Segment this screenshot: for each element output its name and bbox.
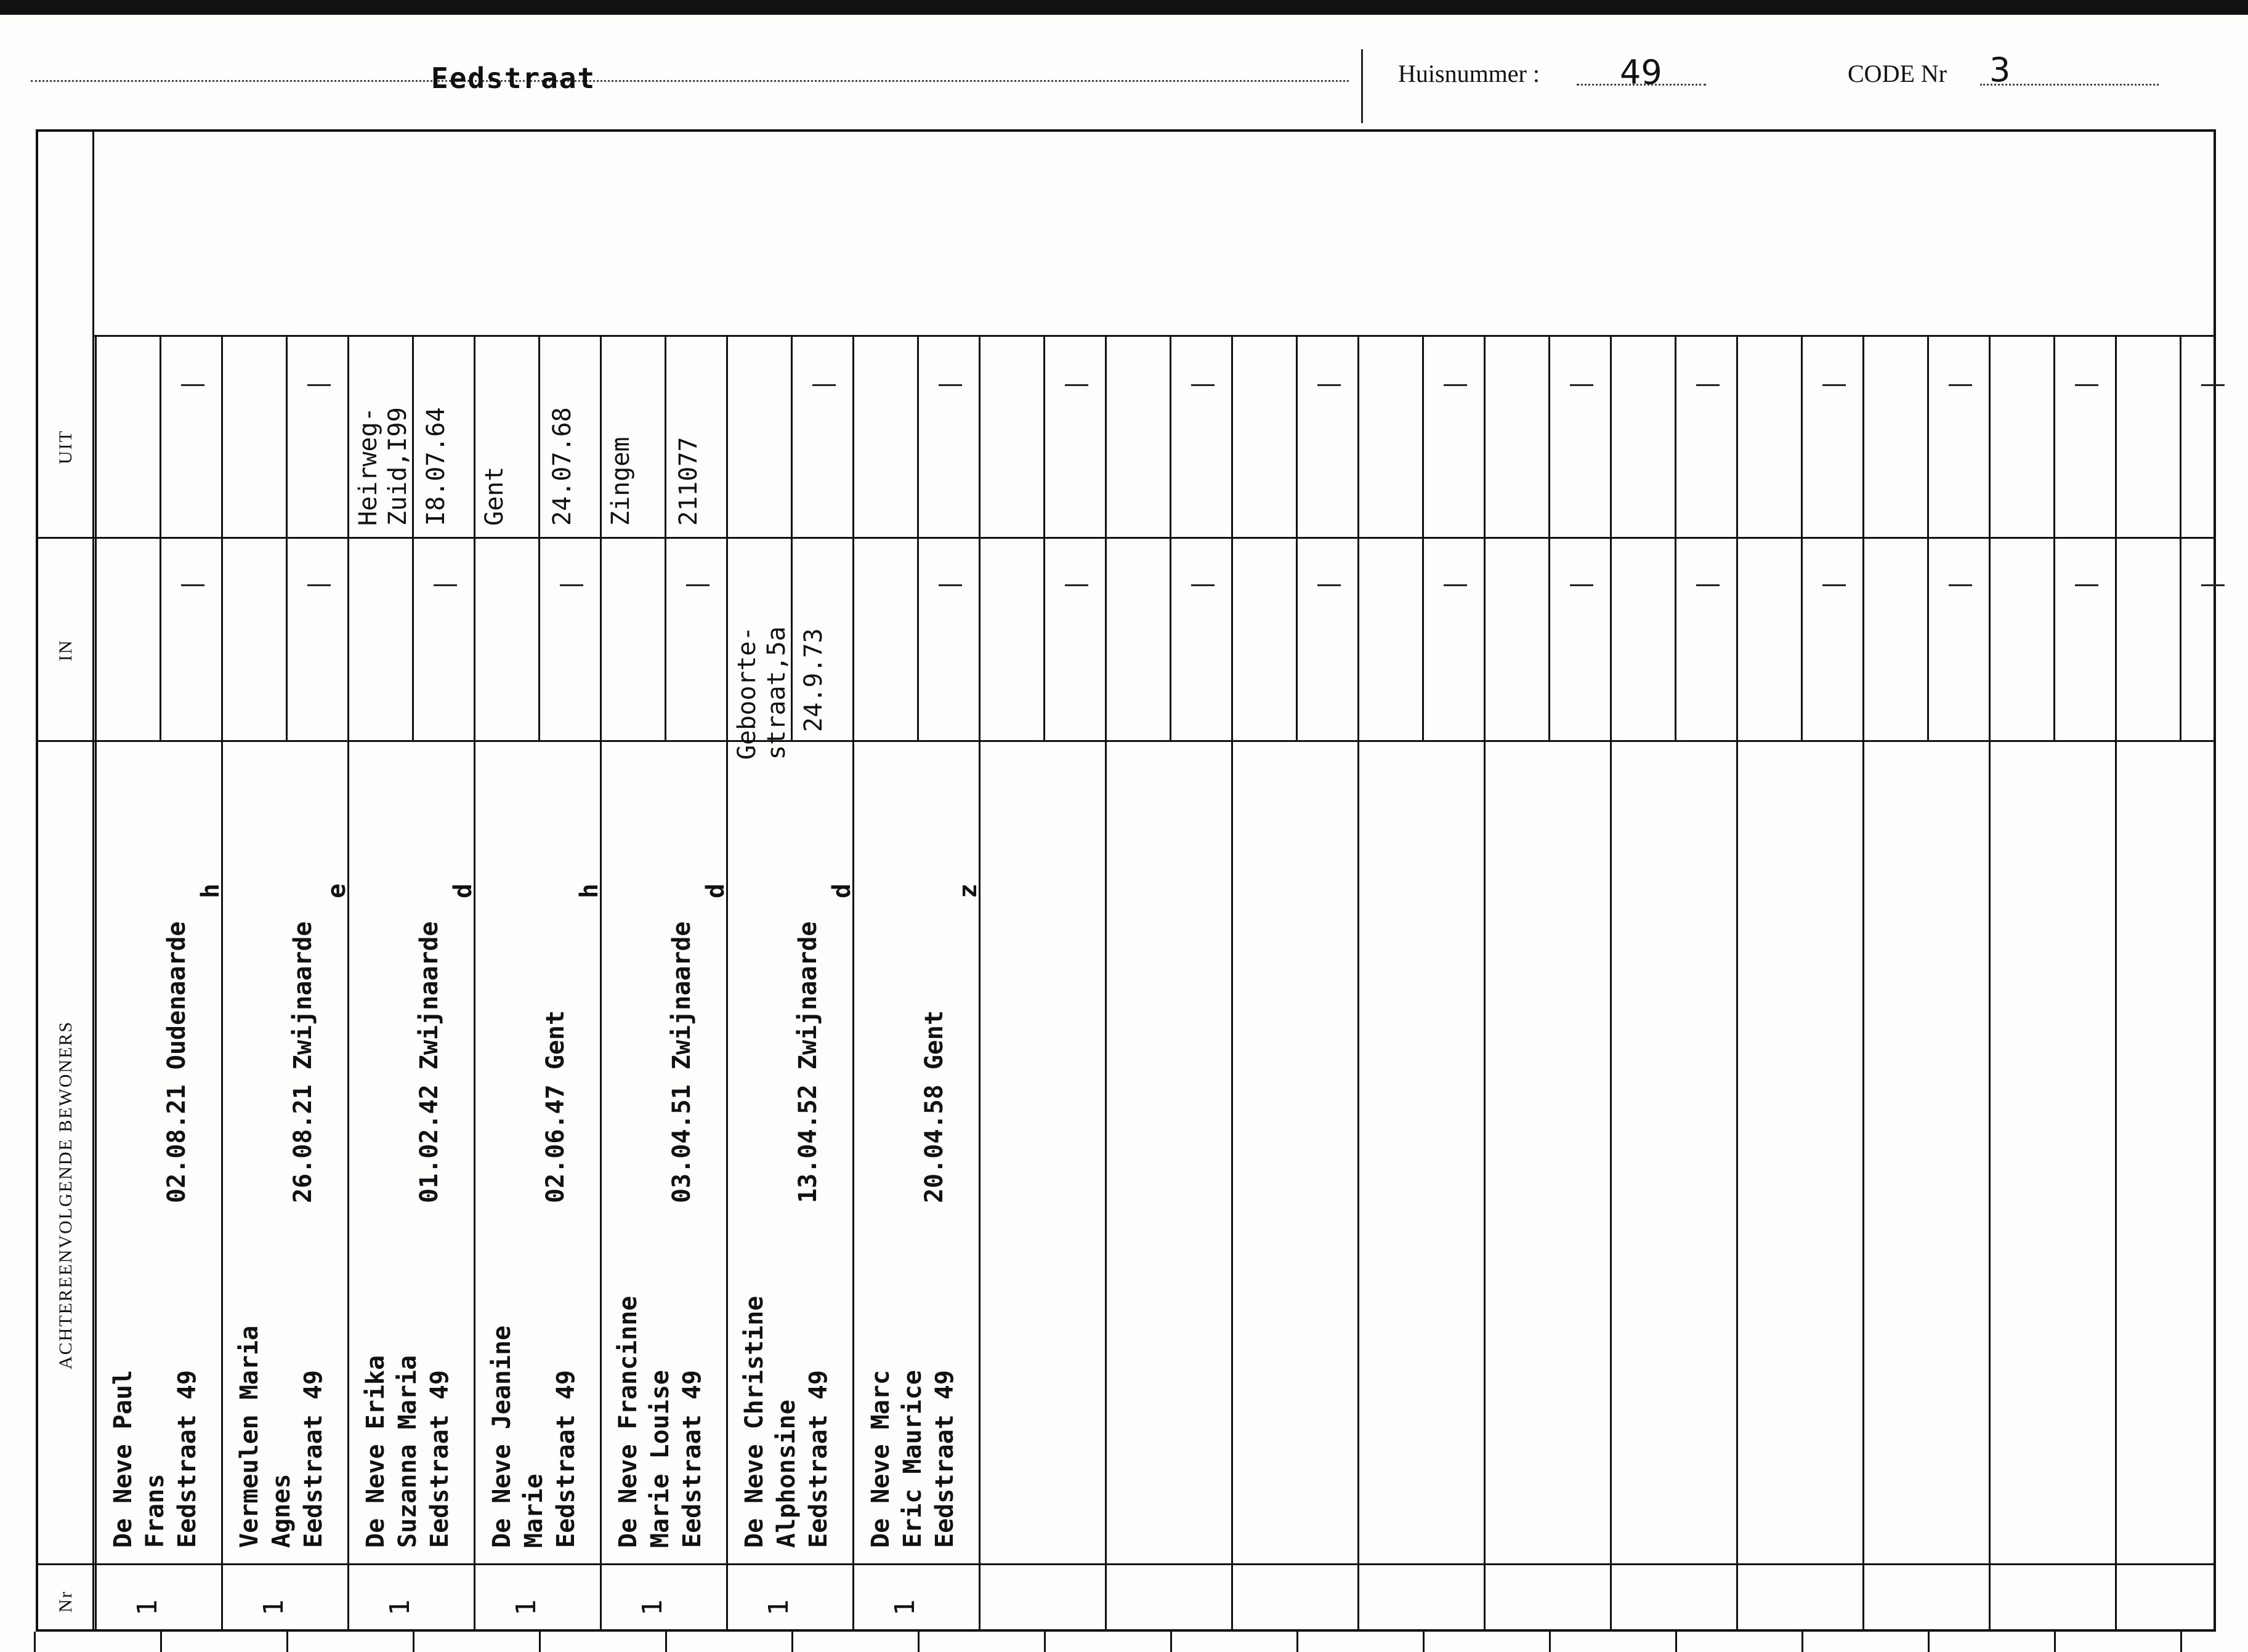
uit-place-line: Zingem [607,437,635,526]
bottom-tick [1296,1632,1298,1652]
in-place-line: Geboorte- [733,626,761,760]
resident-name-line: Eedstraat 49 [804,1370,833,1548]
empty-in-dash [1570,584,1593,586]
empty-in-dash [2075,584,2098,586]
resident-code: e [323,883,351,898]
uit-place [480,467,509,526]
empty-uit-dash [2201,384,2225,386]
resident-code: h [575,883,604,898]
resident-name-line: De Neve Erika [362,1355,390,1548]
resident-name-line: De Neve Christine [740,1295,769,1548]
column-subline [1170,335,1171,740]
resident-name-line: Eedstraat 49 [426,1370,454,1548]
column-line [600,335,602,1629]
column-subline [2180,335,2181,740]
empty-uit-dash [2075,384,2098,386]
empty-in-dash [2201,584,2225,586]
column-line [1989,335,1991,1629]
resident-name-line: Marie [520,1473,548,1548]
street-name: Eedstraat [431,62,596,95]
bottom-tick [1423,1632,1425,1652]
in-top-line [38,537,2214,539]
in-dash [560,584,583,586]
resident-name [612,1296,708,1548]
uit-top-line [92,335,2214,337]
uit-dash [812,384,836,386]
resident-nr: 1 [889,1599,921,1616]
column-subline [1548,335,1550,740]
bottom-tick [1170,1632,1172,1652]
bottom-tick [1675,1632,1677,1652]
bottom-tick [1549,1632,1551,1652]
bottom-tick [160,1632,162,1652]
resident-nr: 1 [637,1599,668,1616]
empty-uit-dash [1191,384,1215,386]
empty-uit-dash [1065,384,1088,386]
resident-nr: 1 [763,1599,794,1616]
resident-name-line: De Neve Marc [867,1370,895,1548]
column-line [852,335,854,1629]
resident-name-line: Eric Maurice [899,1370,927,1548]
in-dash [434,584,457,586]
code-label: CODE Nr [1848,60,1947,87]
uit-label: UIT [55,430,76,464]
resident-code: z [954,883,982,898]
column-subline [1675,335,1676,740]
uit-place [354,407,413,526]
column-subline [917,335,919,740]
bottom-tick [2180,1632,2182,1652]
bottom-tick [2054,1632,2056,1652]
street-dotted-line [31,80,1349,82]
resident-name-line: Eedstraat 49 [931,1370,959,1548]
in-dash [939,584,962,586]
column-line [1610,335,1612,1629]
column-line [1105,335,1107,1629]
resident-code: d [828,883,856,898]
empty-uit-dash [1822,384,1846,386]
bottom-tick [791,1632,793,1652]
uit-dash [939,384,962,386]
residents-top-line [38,740,2214,742]
in-dash [181,584,204,586]
resident-code: h [196,883,225,898]
column-line [221,335,223,1629]
resident-name-line: Eedstraat 49 [299,1370,328,1548]
empty-in-dash [1696,584,1720,586]
resident-birth: 20.04.58 Gent [920,1010,948,1203]
bottom-ticks [0,1632,2248,1652]
bottom-tick [539,1632,541,1652]
resident-nr: 1 [132,1599,163,1616]
uit-place [606,437,636,526]
empty-uit-dash [1317,384,1341,386]
in-dash [686,584,710,586]
resident-code: d [701,883,730,898]
bottom-tick [1801,1632,1803,1652]
empty-uit-dash [1696,384,1720,386]
uit-place-line: Heirweg- [354,407,382,526]
in-place-line: straat,5a [762,626,791,760]
empty-uit-dash [1949,384,1972,386]
in-label: IN [55,639,76,661]
resident-birth: 26.08.21 Zwijnaarde [289,921,317,1203]
bottom-tick [918,1632,920,1652]
resident-name-line: De Neve Jeanine [488,1325,516,1548]
column-line [95,335,97,1629]
uit-place-line: Gent [480,466,509,526]
empty-in-dash [1444,584,1467,586]
house-number-label: Huisnummer : [1398,60,1540,87]
column-line [1484,335,1486,1629]
resident-birth: 01.02.42 Zwijnaarde [415,921,443,1203]
in-date: 24.9.73 [799,628,828,732]
resident-name-line: Marie Louise [646,1370,674,1548]
resident-name-line: De Neve Paul [109,1370,137,1548]
column-line [979,335,980,1629]
uit-place-line: Zuid,I99 [384,407,412,526]
in-dash [307,584,331,586]
empty-in-dash [1822,584,1846,586]
column-subline [2053,335,2055,740]
column-subline [1422,335,1424,740]
nr-top-line [38,1563,2214,1565]
resident-birth: 03.04.51 Zwijnaarde [668,921,696,1203]
uit-dash [307,384,331,386]
residents-label: ACHTEREENVOLGENDE BEWONERS [55,1020,76,1369]
resident-nr: 1 [384,1599,416,1616]
bottom-tick [413,1632,414,1652]
column-subline [412,335,414,740]
column-line [1357,335,1359,1629]
resident-name-line: Suzanna Maria [394,1355,422,1548]
bottom-tick [1928,1632,1930,1652]
column-line [726,335,728,1629]
bottom-tick [1044,1632,1046,1652]
resident-name-line: Vermeulen Maria [235,1325,264,1548]
resident-name-line: Eedstraat 49 [678,1370,706,1548]
empty-uit-dash [1570,384,1593,386]
resident-name-line: Eedstraat 49 [552,1370,580,1548]
house-number-value: 49 [1620,53,1662,92]
resident-name [865,1370,961,1548]
empty-in-dash [1065,584,1088,586]
resident-name [486,1326,582,1548]
form-header [0,37,2248,105]
uit-date: 211077 [674,437,703,526]
column-line [2115,335,2117,1629]
column-subline [286,335,288,740]
uit-date: I8.07.64 [422,407,450,526]
column-subline [160,335,161,740]
column-subline [1043,335,1045,740]
resident-name-line: Alphonsine [772,1400,801,1548]
resident-name [738,1296,835,1548]
column-line [474,335,475,1629]
register-sheet [36,129,2216,1632]
column-subline [1927,335,1929,740]
bottom-tick [286,1632,288,1652]
nr-label: Nr [55,1590,76,1613]
column-subline [1801,335,1803,740]
resident-name [233,1326,330,1548]
bottom-tick [34,1632,36,1652]
header-divider [1361,49,1363,123]
uit-date: 24.07.68 [548,407,576,526]
resident-name [360,1355,456,1548]
column-line [1736,335,1738,1629]
column-subline [665,335,666,740]
column-line [1862,335,1864,1629]
code-value: 3 [1989,50,2011,89]
resident-nr: 1 [511,1599,542,1616]
resident-name [107,1370,203,1548]
resident-code: d [449,883,477,898]
resident-birth: 13.04.52 Zwijnaarde [794,921,822,1203]
resident-name-line: De Neve Francinne [614,1295,642,1548]
resident-name-line: Frans [141,1473,169,1548]
in-place [732,626,791,760]
resident-birth: 02.08.21 Oudenaarde [163,921,191,1203]
bottom-tick [665,1632,667,1652]
resident-name-line: Eedstraat 49 [173,1370,201,1548]
label-column-divider [92,132,94,1629]
empty-in-dash [1949,584,1972,586]
resident-name-line: Agnes [267,1473,296,1548]
column-line [347,335,349,1629]
column-subline [538,335,540,740]
column-subline [1296,335,1298,740]
resident-birth: 02.06.47 Gent [541,1010,570,1203]
column-line [1231,335,1233,1629]
resident-nr: 1 [258,1599,289,1616]
uit-dash [181,384,204,386]
empty-in-dash [1317,584,1341,586]
top-edge-bar [0,0,2248,15]
empty-uit-dash [1444,384,1467,386]
empty-in-dash [1191,584,1215,586]
